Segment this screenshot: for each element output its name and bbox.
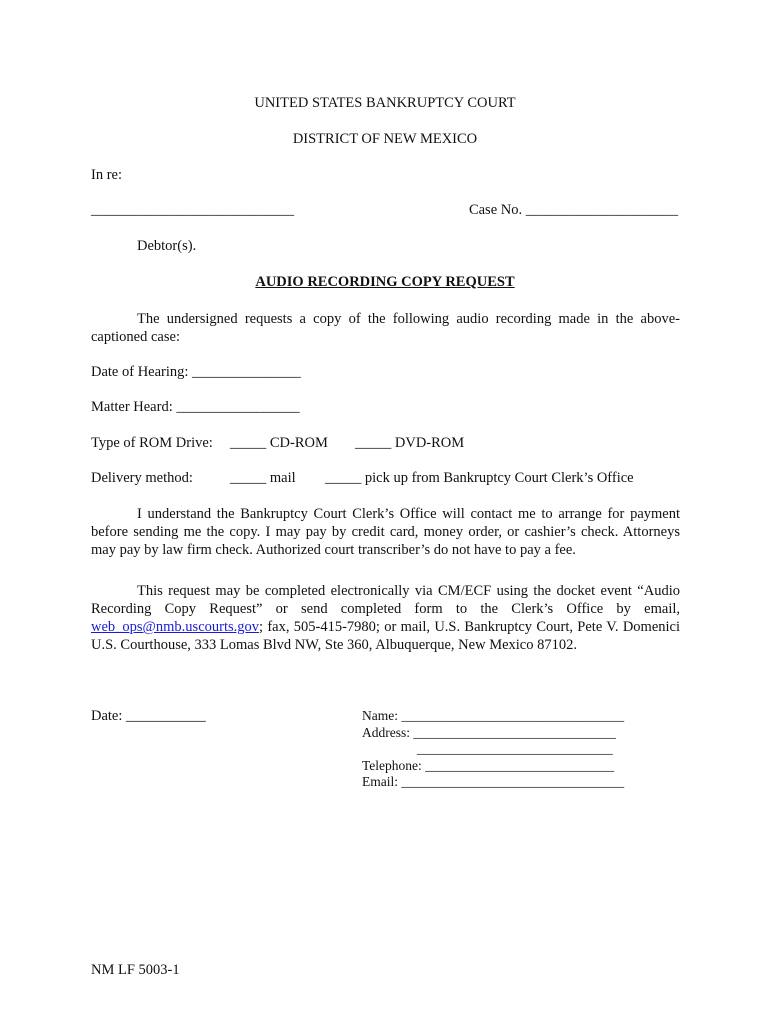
payment-paragraph: I understand the Bankruptcy Court Clerk’s Office will contact me to arrange for payment before sending me the copy. I may pay by credit card, money order, or cashier’s check. Attorneys may pay by law firm check. Authorized court transcriber’s do not have to pay a fee. [91,506,680,558]
date-of-hearing-field[interactable]: Date of Hearing: _______________ [91,364,301,380]
debtor-name-blank[interactable]: ____________________________ [91,202,294,218]
signature-name-field[interactable]: Name: _________________________________ [362,708,625,723]
clerk-email-link[interactable]: web_ops@nmb.uscourts.gov [91,619,260,635]
rom-drive-label: Type of ROM Drive: [91,435,213,451]
form-number: NM LF 5003-1 [91,962,180,978]
signature-date-field[interactable]: Date: ___________ [91,708,206,724]
rom-cd-option[interactable]: _____ CD-ROM [230,435,328,451]
submission-text-2: ; fax, 505-415-7980; or mail, U.S. Bankruptcy Court, Pete V. Domenici U.S. Courthouse, 333 Lomas Blvd NW, Ste 360, Albuquerque, New Mexico 87102. [91,619,680,653]
signature-email-field[interactable]: Email: _________________________________ [362,774,625,789]
signature-address-line-2[interactable]: _____________________________ [417,741,613,756]
case-number-field[interactable]: Case No. _____________________ [468,202,678,218]
submission-paragraph [91,582,680,654]
rom-dvd-option[interactable]: _____ DVD-ROM [355,435,465,451]
signature-telephone-field[interactable]: Telephone: ____________________________ [362,758,615,773]
court-name: UNITED STATES BANKRUPTCY COURT [254,95,516,111]
matter-heard-field[interactable]: Matter Heard: _________________ [91,399,300,415]
form-title: AUDIO RECORDING COPY REQUEST [255,274,515,290]
debtors-label: Debtor(s). [137,238,197,254]
intro-paragraph: The undersigned requests a copy of the following audio recording made in the above-captioned case: [91,311,680,345]
delivery-pickup-option[interactable]: _____ pick up from Bankruptcy Court Clerk’s Office [325,470,634,486]
signature-address-field[interactable]: Address: ______________________________ [362,725,616,740]
in-re-label: In re: [91,167,122,183]
delivery-method-label: Delivery method: [91,470,193,486]
delivery-mail-option[interactable]: _____ mail [230,470,296,486]
district-name: DISTRICT OF NEW MEXICO [292,131,478,147]
submission-text-1: This request may be completed electronically via CM/ECF using the docket event “Audio Recording Copy Request” or send completed form to the Clerk’s Office by email, [91,583,680,617]
